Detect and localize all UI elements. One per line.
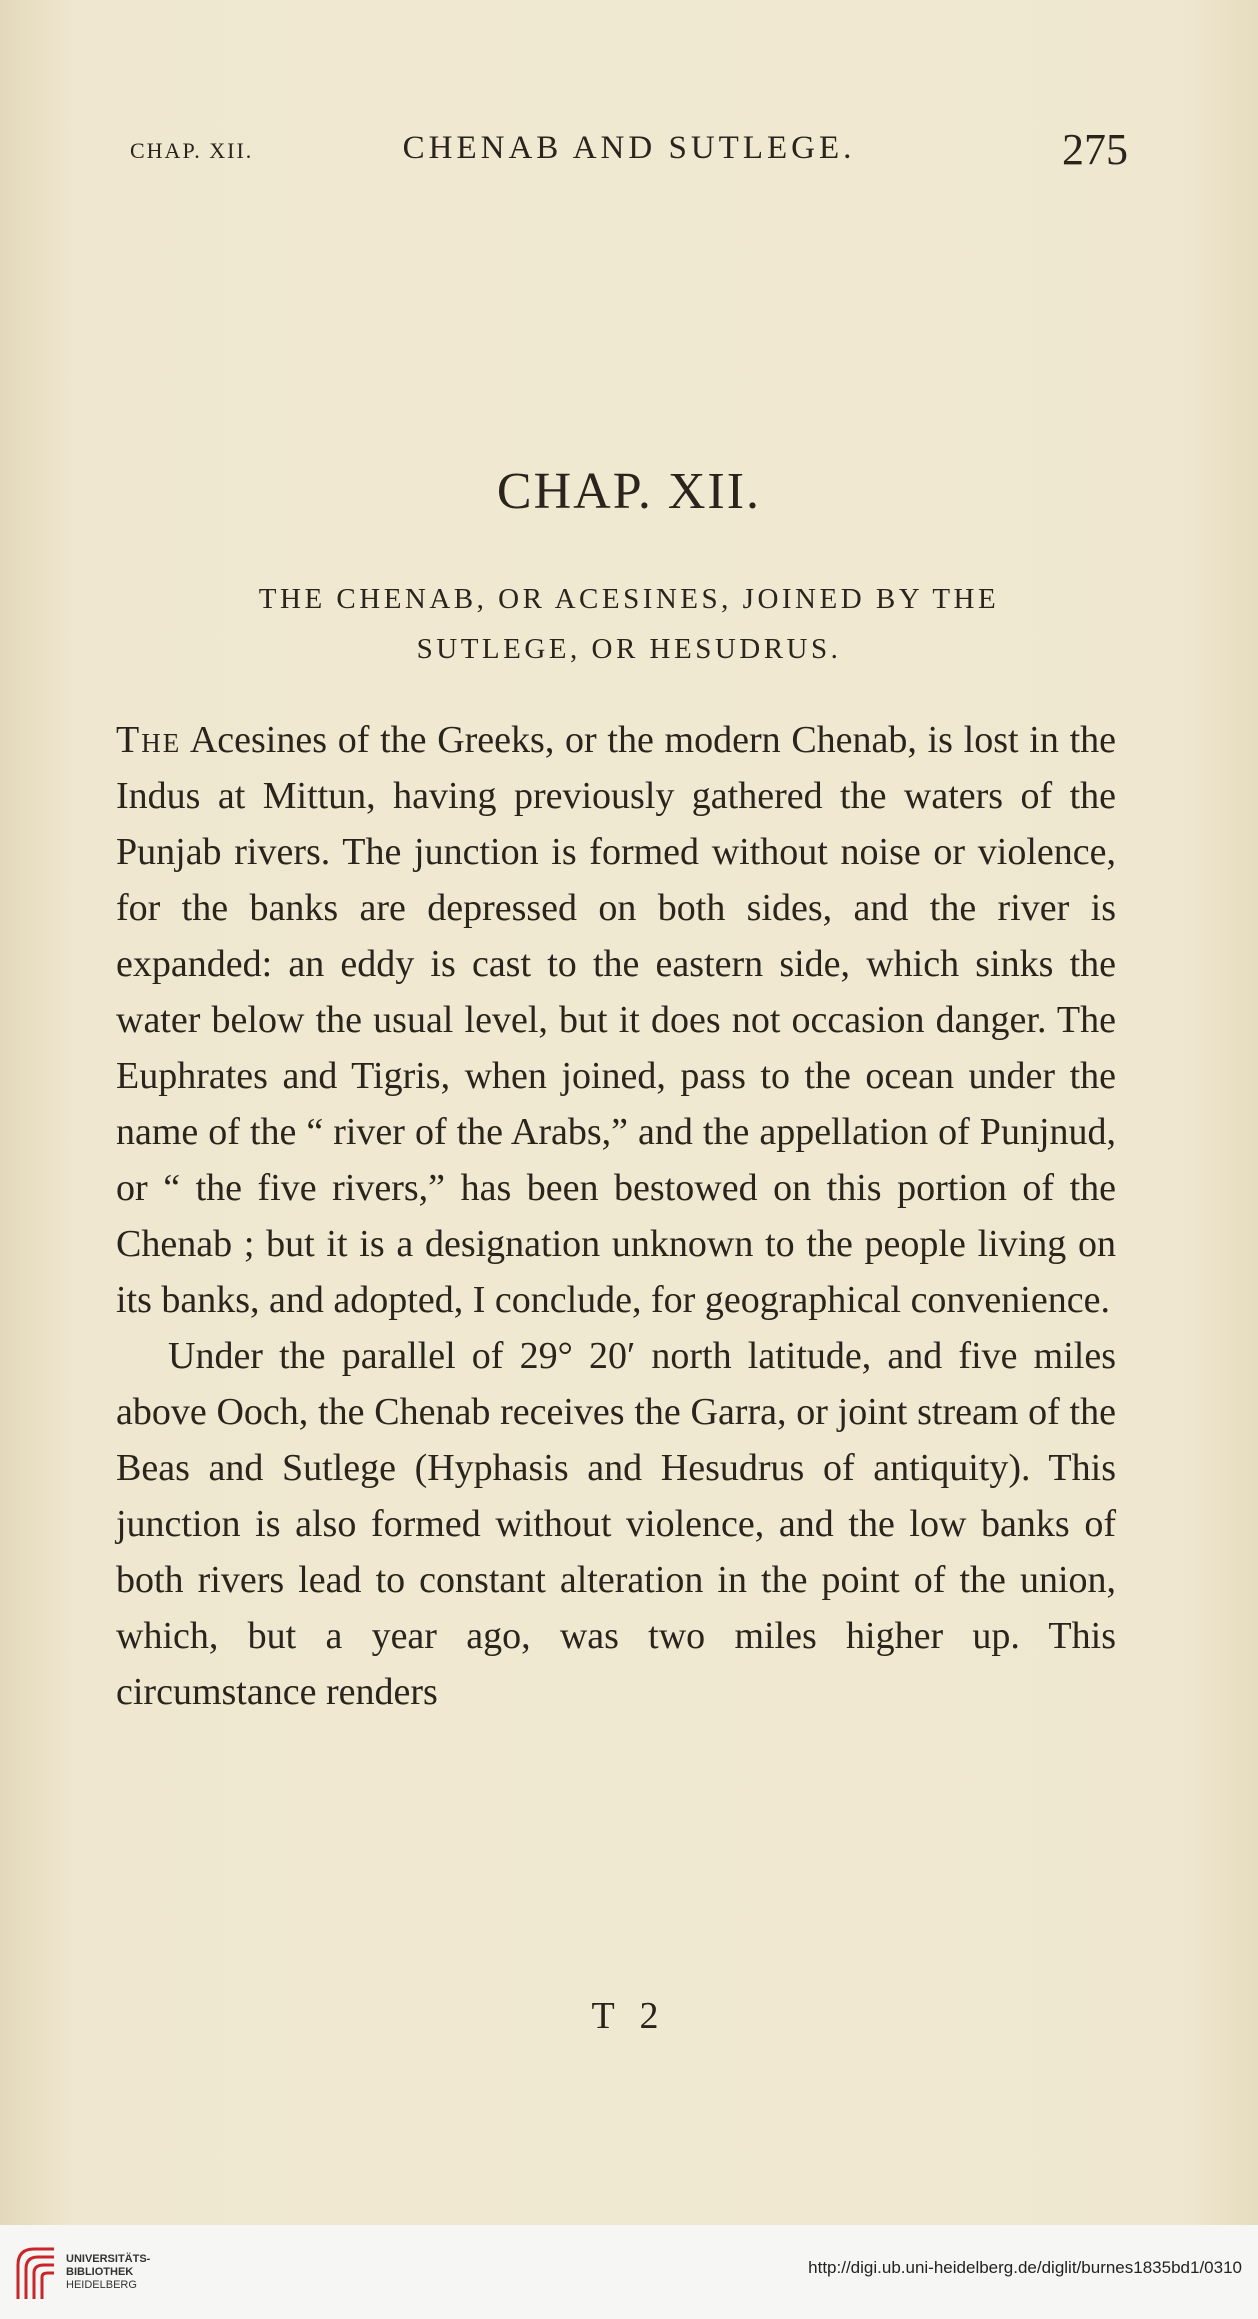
library-name-line-1: UNIVERSITÄTS-	[66, 2253, 151, 2265]
running-header	[130, 125, 1128, 180]
university-library-logo-icon	[14, 2243, 58, 2303]
paragraph-text: Under the parallel of 29° 20′ north latitude, and five miles above Ooch, the Chenab receives the Garra, or joint stream of the Beas and Sutlege (Hyphasis and Hesudrus of antiquity). This junction is also formed without violence, and the low banks of both rivers lead to constant alteration in the point of the union, which, but a year ago, was two miles higher up. This circumstance renders	[116, 1335, 1116, 1713]
subtitle-line-2: SUTLEGE, OR HESUDRUS.	[416, 633, 842, 665]
signature-mark: T 2	[591, 1995, 667, 2037]
source-url-link[interactable]: http://digi.ub.uni-heidelberg.de/diglit/burnes1835bd1/0310	[808, 2258, 1242, 2277]
paragraph-text: Acesines of the Greeks, or the modern Chenab, is lost in the Indus at Mittun, having previously gathered the waters of the Punjab rivers. The junction is formed without noise or violence, for the banks are depressed on both sides, and the river is expanded: an eddy is cast to the eastern side, which sinks the water below the usual level, but it does not occasion danger. The Euphrates and Tigris, when joined, pass to the ocean under the name of the “ river of the Arabs,” and the appellation of Punjnud, or “ the five rivers,” has been bestowed on this portion of the Chenab ; but it is a designation unknown to the people living on its banks, and adopted, I conclude, for geographical convenience.	[116, 719, 1116, 1321]
subtitle-line-1: THE CHENAB, OR ACESINES, JOINED BY THE	[258, 583, 1000, 615]
library-name-line-2: BIBLIOTHEK	[66, 2266, 134, 2278]
header-title: CHENAB AND SUTLEGE.	[402, 130, 856, 166]
library-name	[66, 2253, 150, 2292]
page-number: 275	[1062, 125, 1128, 174]
paragraph-1	[116, 712, 1116, 1328]
paragraph-2	[116, 1328, 1116, 1720]
library-name-line-3: HEIDELBERG	[66, 2279, 137, 2291]
body-text	[116, 712, 1116, 1720]
paragraph-lead: The	[116, 719, 182, 761]
chapter-heading: CHAP. XII.	[496, 463, 762, 520]
header-chapter: CHAP. XII.	[130, 138, 254, 163]
chapter-subtitle	[130, 574, 1128, 674]
digitization-footer	[0, 2225, 1258, 2319]
